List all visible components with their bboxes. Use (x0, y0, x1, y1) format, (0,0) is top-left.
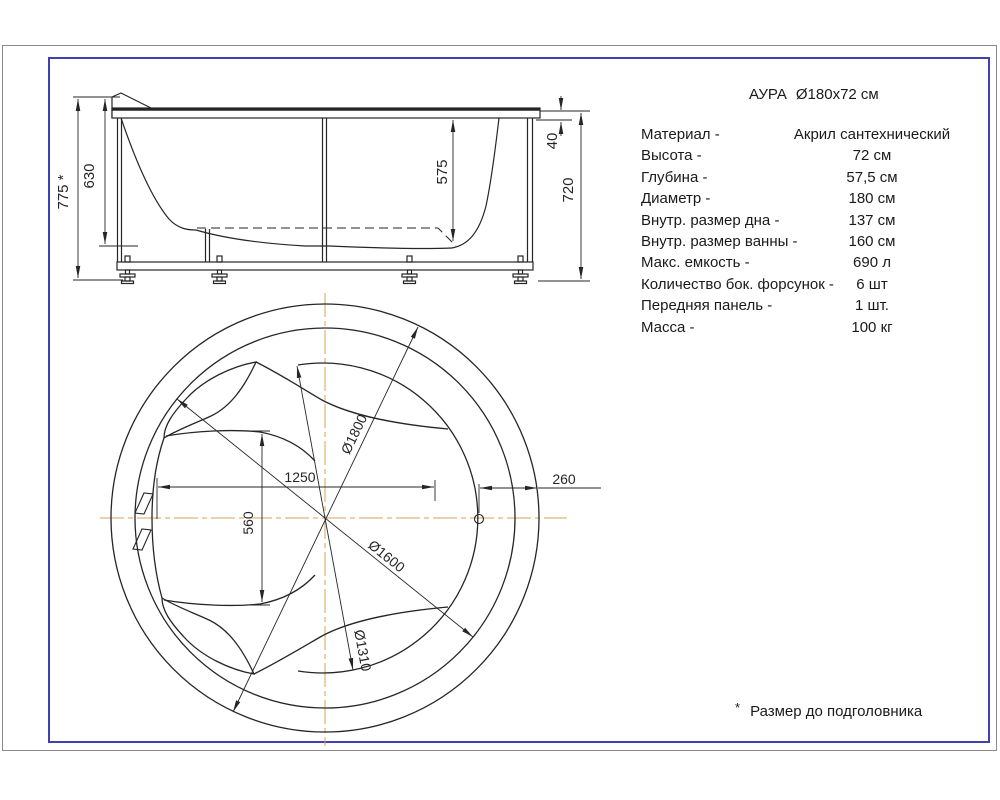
rim-handle-upper (135, 493, 153, 514)
spec-row-bottom-size (641, 210, 971, 231)
spec-value: 100 кг (851, 318, 893, 336)
dim-depth-575: 575 (434, 159, 451, 185)
seat-edge-top (166, 431, 315, 461)
spec-row-inner-size (641, 231, 971, 252)
frame-bolts (125, 256, 523, 262)
model-size: Ø180x72 см (795, 86, 879, 103)
spec-row-diameter (641, 188, 971, 209)
model-name: АУРА (749, 86, 787, 103)
dim-overall-height: 775 * (55, 174, 72, 210)
footnote-text: Размер до подголовника (750, 703, 923, 720)
spec-row-depth (641, 167, 971, 188)
spec-label: Глубина - (641, 168, 708, 186)
spec-row-material (641, 124, 971, 145)
dim-inner-diameter: Ø1600 (365, 536, 409, 576)
dim-outer-diameter: Ø1800 (337, 411, 371, 457)
side-bottom-frame (117, 262, 533, 270)
tub-interior-bottom (196, 230, 452, 248)
spec-row-weight (641, 317, 971, 338)
spec-label: Высота - (641, 147, 702, 165)
spec-table (641, 124, 971, 338)
drawing-title (749, 86, 879, 103)
spec-label: Масса - (641, 318, 695, 336)
dim-seat-depth: 560 (240, 511, 256, 535)
seat-edge-bottom (164, 575, 315, 605)
tub-interior-right (452, 118, 499, 248)
spec-label: Внутр. размер дна - (641, 211, 780, 229)
spec-value: 690 л (853, 254, 891, 272)
spec-label: Макс. емкость - (641, 254, 750, 272)
spec-value: 137 см (848, 211, 896, 229)
spec-label: Внутр. размер ванны - (641, 232, 798, 250)
spec-label: Материал - (641, 126, 720, 143)
top-view-centerlines (100, 293, 567, 746)
dim-height-630: 630 (81, 163, 98, 189)
neck-curve-bottom (254, 607, 448, 674)
spec-row-height (641, 145, 971, 166)
adjustable-feet (120, 270, 528, 284)
spec-row-capacity (641, 252, 971, 273)
side-jet (475, 515, 484, 524)
spec-row-front-panel (641, 295, 971, 316)
spec-value: 57,5 см (846, 168, 898, 186)
spec-value: 6 шт (856, 275, 888, 293)
dim-seat-width: 1250 (284, 469, 316, 485)
dim-rim-width: 260 (552, 471, 576, 487)
side-view-drawing (112, 93, 540, 284)
tub-interior-left (121, 118, 196, 230)
dim-rim-40: 40 (544, 132, 561, 150)
spec-label: Количество бок. форсунок - (641, 275, 834, 293)
spec-value: 160 см (848, 232, 896, 250)
dim-height-720: 720 (560, 177, 577, 203)
footnote-marker: * (735, 700, 741, 715)
spec-label: Диаметр - (641, 190, 711, 208)
spec-value: 72 см (852, 147, 892, 165)
footnote (735, 700, 922, 720)
dim-bottom-diameter: Ø1310 (351, 628, 375, 673)
spec-value: Акрил сантехнический (793, 126, 951, 143)
top-view-dimensions (157, 327, 601, 712)
spec-value: 180 см (848, 190, 896, 208)
spec-value: 1 шт. (855, 297, 889, 315)
spec-row-jets (641, 274, 971, 295)
spec-label: Передняя панель - (641, 297, 773, 315)
